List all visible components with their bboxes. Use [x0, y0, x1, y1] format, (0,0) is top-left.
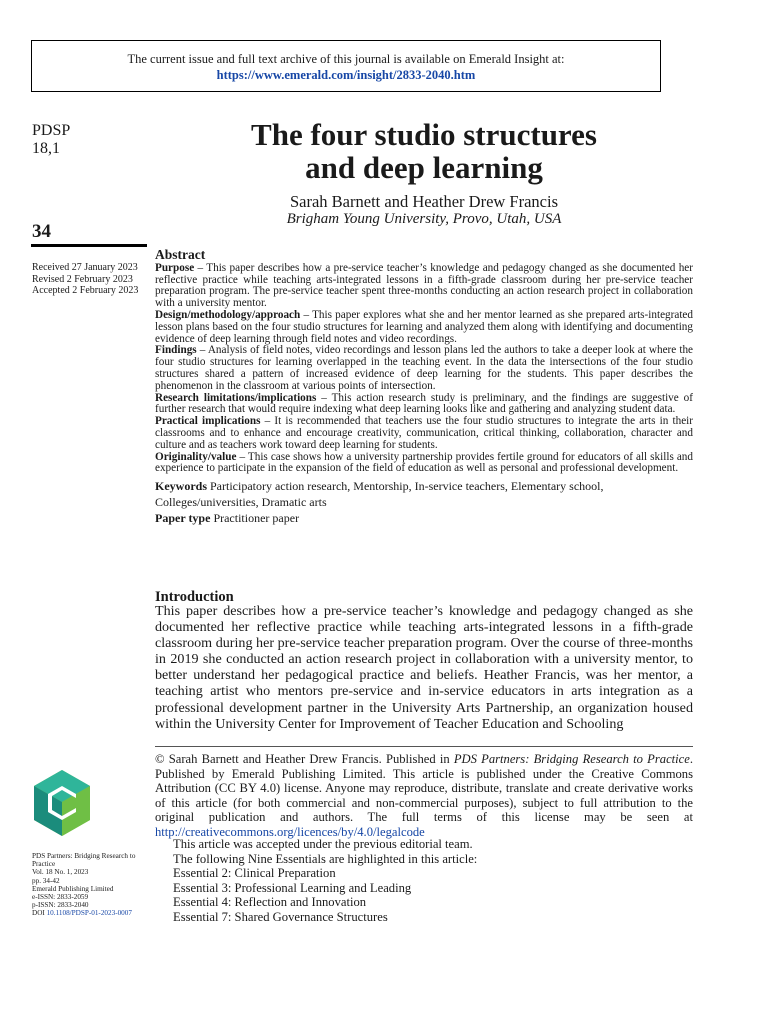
title-line-2: and deep learning: [305, 150, 543, 185]
note-line: Essential 3: Professional Learning and Leading: [173, 880, 412, 895]
abstract-purpose: [155, 263, 693, 310]
abstract-limitations: [155, 393, 693, 417]
page-number: 34: [32, 221, 51, 242]
paper-type-text: Practitioner paper: [210, 511, 300, 526]
abstract-practical: [155, 416, 693, 451]
authors: Sarah Barnett and Heather Drew Francis: [289, 192, 559, 211]
section-label: Purpose: [155, 261, 195, 274]
section-label: Practical implications: [155, 415, 261, 428]
abstract-originality: [155, 452, 693, 476]
section-text: – Analysis of field notes, video recordings and lesson plans led the authors to take a deeper look at where the four studio structures for learning overlapped in the teaching event. In the data the intersections of the four studio structures shared a pattern of increased evidence of deep learning for the students. This paper describes the phenomenon in the classroom at various points of intersection.: [155, 344, 693, 392]
note-line: Essential 7: Shared Governance Structures: [173, 909, 388, 924]
journal-publisher: Emerald Publishing Limited: [32, 884, 114, 893]
footnote-rule: [155, 746, 693, 747]
section-text: – This paper describes how a pre-service teacher’s knowledge and pedagogy changed as she documented her reflective practice while teaching arts-integrated lessons in a fifth-grade classroom during her pre-service teacher preparation program. The pre-service teacher spent three-months conducting an action research project in collaboration with a university mentor.: [155, 261, 693, 310]
section-label: Findings: [155, 344, 197, 357]
article-title: [155, 118, 693, 184]
article-dates: [32, 262, 150, 297]
section-text: – This action research study is preliminary, and the findings are suggestive of further research that would require indexing what deep learning looks like and gathering and analyzing student data.: [155, 391, 693, 416]
note-line: The following Nine Essentials are highlighted in this article:: [173, 851, 478, 866]
abstract-design: [155, 310, 693, 345]
paper-type: [155, 510, 693, 526]
journal-url-link[interactable]: https://www.emerald.com/insight/2833-2040.htm: [216, 68, 476, 82]
journal-volume: Vol. 18 No. 1, 2023: [32, 868, 89, 877]
affiliation: Brigham Young University, Provo, Utah, USA: [286, 211, 562, 227]
license-text-2: . Published by Emerald Publishing Limited. This article is published under the Creative Commons Attribution (CC BY 4.0) license. Anyone may reproduce, distribute, translate and create derivative works of this article (for both commercial and non-commercial purposes), subject to full attribution to the original publication and authors. The full terms of this license may be seen at: [155, 752, 693, 825]
journal-eissn: e-ISSN: 2833-2059: [32, 893, 89, 902]
received-date: Received 27 January 2023: [32, 262, 138, 273]
note-line: Essential 4: Reflection and Innovation: [173, 895, 367, 910]
license-journal-name: PDS Partners: Bridging Research to Practice: [453, 752, 690, 766]
accepted-date: Accepted 2 February 2023: [32, 285, 139, 296]
note-line: Essential 2: Clinical Preparation: [173, 866, 336, 881]
introduction-heading: Introduction: [155, 589, 234, 605]
volume-issue: 18,1: [32, 140, 60, 157]
section-text: – This case shows how a university partnership provides fertile ground for educators of all skills and experience to participate in the expansion of the field of education as well as personal and professional development.: [155, 450, 693, 475]
license-link[interactable]: http://creativecommons.org/licences/by/4.0/legalcode: [155, 824, 425, 839]
section-label: Originality/value: [155, 450, 237, 463]
section-label: Design/methodology/approach: [155, 308, 301, 321]
journal-code-text: PDSP: [32, 122, 71, 139]
license-notice: [155, 752, 693, 840]
abstract: [155, 249, 693, 526]
abstract-heading: Abstract: [155, 247, 206, 262]
paper-type-label: Paper type: [155, 511, 211, 526]
abstract-findings: [155, 345, 693, 392]
keywords-label: Keywords: [155, 479, 207, 494]
introduction-text: This paper describes how a pre-service teacher’s knowledge and pedagogy changed as she documented her reflective practice while teaching arts-integrated lessons in a fifth-grade classroom during her pre-service teacher preparation program. Over the course of three-months in 2019 she conducted an action research project in collaboration with a university mentor, to better understand her pedagogical practice and beliefs. Heather Francis, was her mentor, a teaching artist who mentors pre-service and in-service educators in arts integration as a professional development partner in the University Arts Partnership, an organization housed within the University Center for Improvement of Teacher Education and Schooling: [155, 603, 693, 732]
journal-pissn: p-ISSN: 2833-2040: [32, 901, 89, 910]
section-text: – It is recommended that teachers use the four studio structures to integrate the arts in their classrooms and to enhance and encourage creativity, communication, critical thinking, collaboration, character and culture and as teachers work toward deep learning for students.: [155, 415, 693, 451]
keywords-text: Participatory action research, Mentorship, In-service teachers, Elementary school, Colleges/universities, Dramatic arts: [155, 479, 604, 510]
article-notes: [173, 837, 673, 925]
banner-text: The current issue and full text archive of this journal is available on Emerald Insight at:: [127, 52, 565, 66]
journal-doi: [32, 909, 152, 917]
section-text: – This paper explores what she and her mentor learned as she prepared arts-integrated lesson plans based on the four studio structures for learning and analyzed them along with identifying and documenting evidence of deep learning through field notes and video recordings.: [155, 308, 693, 345]
emerald-logo-icon: [32, 768, 92, 838]
journal-code: [32, 122, 70, 158]
title-line-1: The four studio structures: [251, 117, 597, 152]
doi-link[interactable]: 10.1108/PDSP-01-2023-0007: [46, 909, 132, 918]
license-text-1: © Sarah Barnett and Heather Drew Francis. Published in: [155, 752, 454, 766]
revised-date: Revised 2 February 2023: [32, 273, 133, 285]
journal-pages: pp. 34-42: [32, 876, 60, 885]
doi-label: DOI: [32, 909, 47, 918]
journal-name: PDS Partners: Bridging Research to Practice: [32, 852, 136, 869]
journal-metadata: [32, 852, 152, 918]
note-line: This article was accepted under the previous editorial team.: [173, 837, 473, 851]
access-banner: [31, 40, 661, 92]
section-label: Research limitations/implications: [155, 391, 317, 404]
sidebar-rule: [31, 244, 147, 247]
keywords: [155, 478, 693, 510]
